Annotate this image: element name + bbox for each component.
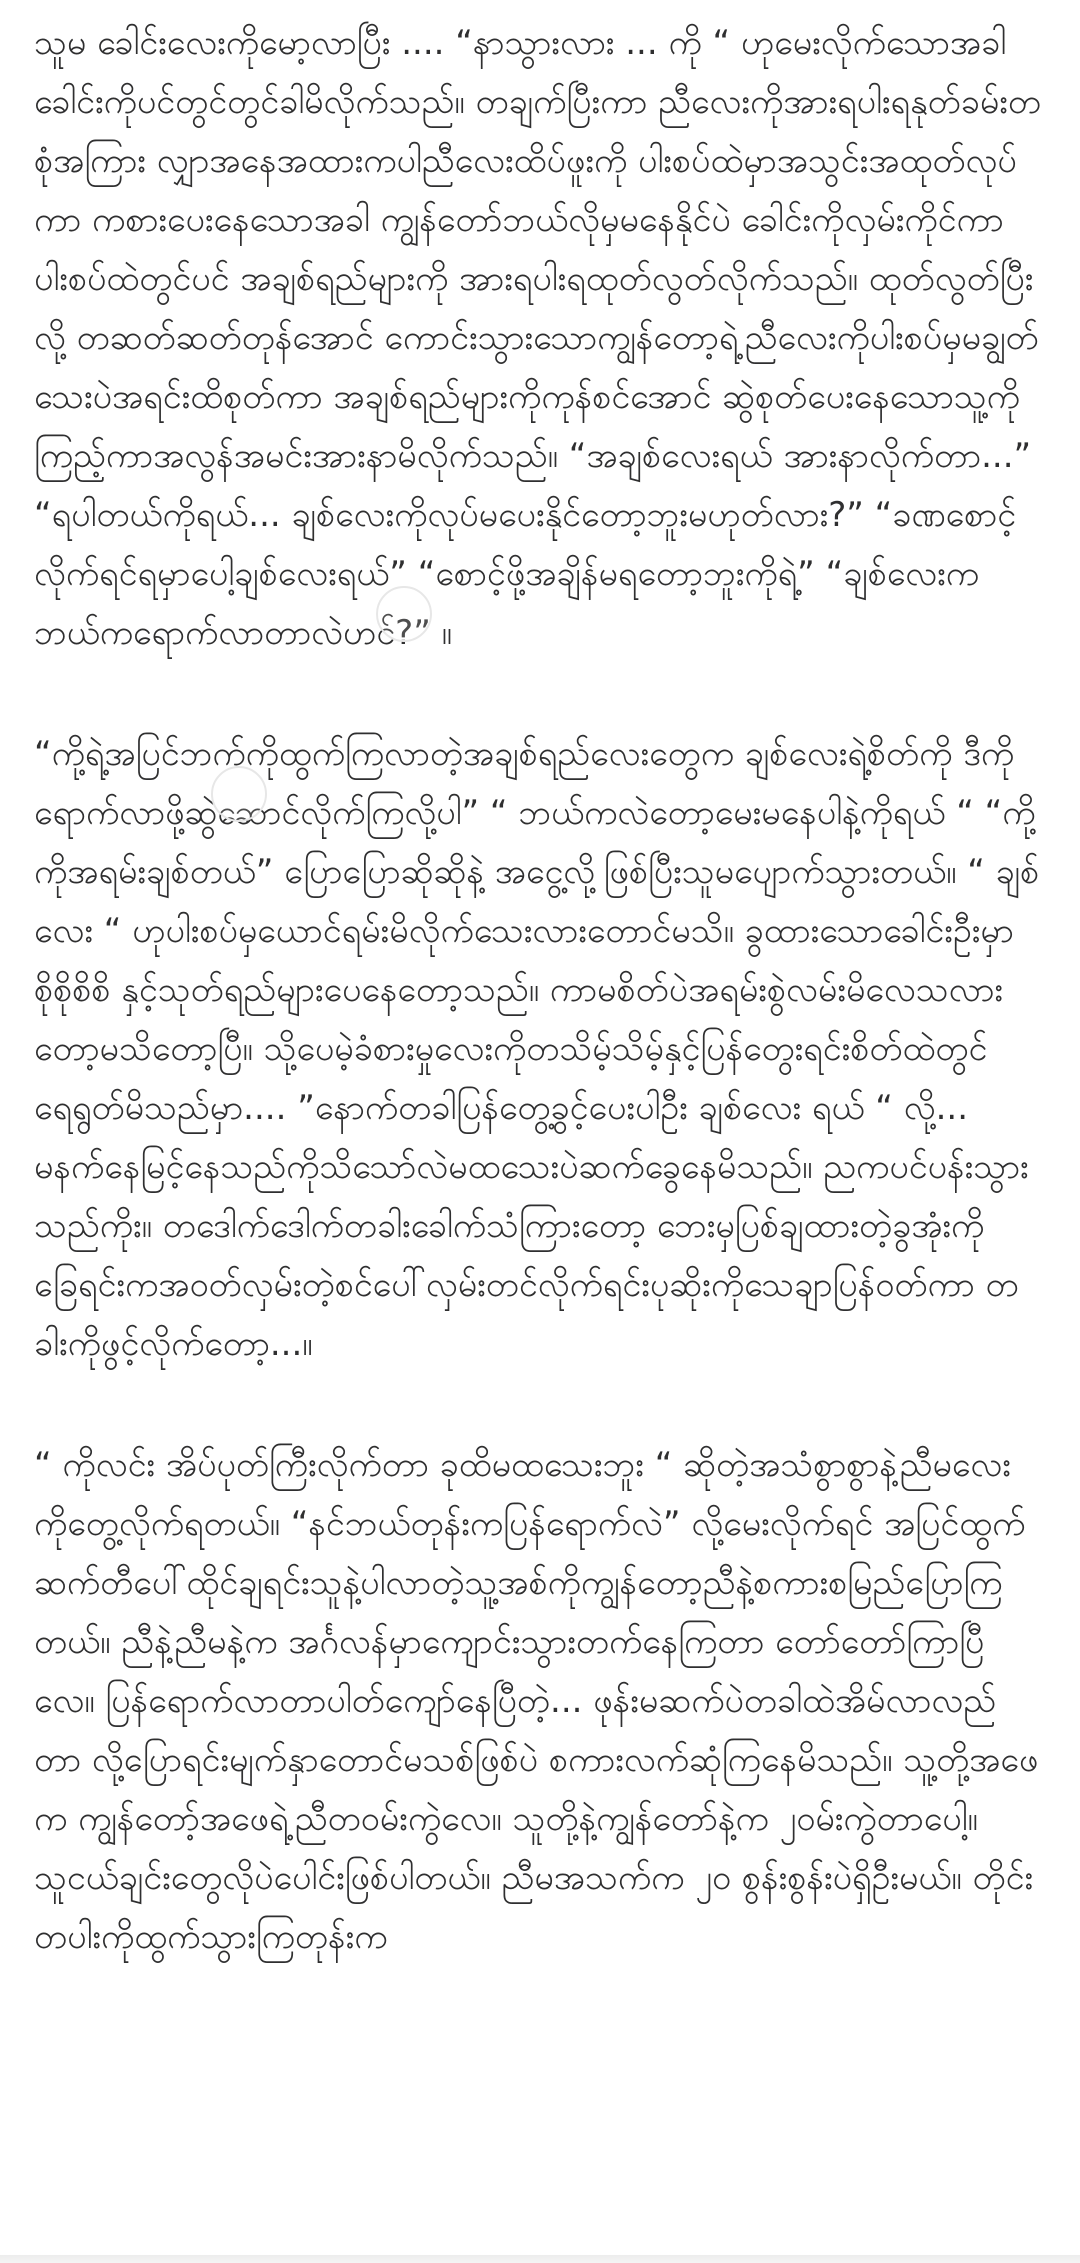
story-paragraph-1: သူမ ခေါင်းလေးကိုမော့လာပြီး .... “နာသွားလား ... ကို “ ဟုမေးလိုက်သောအခါ ခေါင်းကိုပင်တွင်တွင်ခါမိလိုက်သည်။ တချက်ပြီးကာ ညီလေးကိုအားရပါးရနုတ်ခမ်းတစုံအကြား လျှာအနေအထားကပါညီလေးထိပ်ဖူးကို ပါးစပ်ထဲမှာအသွင်းအထုတ်လုပ်ကာ ကစားပေးနေသောအခါ ကျွန်တော်ဘယ်လိုမှမနေနိုင်ပဲ ခေါင်းကိုလှမ်းကိုင်ကာ ပါးစပ်ထဲတွင်ပင် အချစ်ရည်များကို အားရပါးရထုတ်လွတ်လိုက်သည်။ ထုတ်လွတ်ပြီးလို့ တဆတ်ဆတ်တုန်အောင် ကောင်းသွားသောကျွန်တော့ရဲ့ညီလေးကိုပါးစပ်မှမချွတ်သေးပဲအရင်းထိစုတ်ကာ အချစ်ရည်များကိုကုန်စင်အောင် ဆွဲစုတ်ပေးနေသောသူ့ကိုကြည့်ကာအလွန်အမင်းအားနာမိလိုက်သည်။ “အချစ်လေးရယ် အားနာလိုက်တာ...” “ရပါတယ်ကိုရယ်... ချစ်လေးကိုလုပ်မပေးနိုင်တော့ဘူးမဟုတ်လား?” “ခဏစောင့်လိုက်ရင်ရမှာပေါ့ချစ်လေးရယ်” “စောင့်ဖို့အချိန်မရတော့ဘူးကိုရဲ့” “ချစ်လေးကဘယ်ကရောက်လာတာလဲဟင်?” ။ — [34, 23, 1041, 653]
horizontal-scrollbar[interactable] — [0, 2255, 1080, 2263]
story-paragraph-3: “ ကိုလင်း အိပ်ပုတ်ကြီးလိုက်တာ ခုထိမထသေးဘူး “ ဆိုတဲ့အသံစွာစွာနဲ့ညီမလေးကိုတွေ့လိုက်ရတယ်။ “နင်ဘယ်တုန်းကပြန်ရောက်လဲ” လို့မေးလိုက်ရင် အပြင်ထွက် ဆက်တီပေါ်ထိုင်ချရင်းသူနဲ့ပါလာတဲ့သူ့အစ်ကိုကျွန်တော့ညီနဲ့စကားစမြည်ပြောကြတယ်။ ညီနဲ့ညီမနဲ့က အင်္ဂလန်မှာကျောင်းသွားတက်နေကြတာ တော်တော်ကြာပြီလေ။ ပြန်ရောက်လာတာပါတ်ကျော်နေပြီတဲ့... ဖုန်းမဆက်ပဲတခါထဲအိမ်လာလည်တာ လို့ပြောရင်းမျက်နှာတောင်မသစ်ဖြစ်ပဲ စကားလက်ဆုံကြနေမိသည်။ သူ့တို့အဖေက ကျွန်တော့်အဖေရဲ့ညီတဝမ်းကွဲလေ။ သူတို့နဲ့ကျွန်တော်နဲ့က ၂ဝမ်းကွဲတာပေါ့။ သူငယ်ချင်းတွေလိုပဲပေါင်းဖြစ်ပါတယ်။ ညီမအသက်က ၂၀ စွန်းစွန်းပဲရှိဦးမယ်။ တိုင်းတပါးကိုထွက်သွားကြတုန်းက — [34, 1445, 1039, 1957]
story-paragraph-2: “ကို့ရဲ့အပြင်ဘက်ကိုထွက်ကြလာတဲ့အချစ်ရည်လေးတွေက ချစ်လေးရဲ့စိတ်ကို ဒီကိုရောက်လာဖို့ဆွဲဆောင်လိုက်ကြလို့ပါ” “ ဘယ်ကလဲတော့မေးမနေပါနဲ့ကိုရယ် “ “ကို့ကိုအရမ်းချစ်တယ်” ပြောပြောဆိုဆိုနဲ့ အငွေ့လို့ဖြစ်ပြီးသူမပျောက်သွားတယ်။ “ ချစ်လေး “ ဟုပါးစပ်မှယောင်ရမ်းမိလိုက်သေးလားတောင်မသိ။ ခွထားသောခေါင်းဦးမှာ စိုစိုစိစိ နှင့်သုတ်ရည်များပေနေတော့သည်။ ကာမစိတ်ပဲအရမ်းစွဲလမ်းမိလေသလားတော့မသိတော့ပြီ။ သို့ပေမဲ့ခံစားမှုလေးကိုတသိမ့်သိမ့်နှင့်ပြန်တွေးရင်းစိတ်ထဲတွင်ရေရွတ်မိသည်မှာ.... ”နောက်တခါပြန်တွေ့ခွင့်ပေးပါဦး ချစ်လေး ရယ် “ လို့... မနက်နေမြင့်နေသည်ကိုသိသော်လဲမထသေးပဲဆက်ခွေနေမိသည်။ ညကပင်ပန်းသွားသည်ကိုး။ တဒေါက်ဒေါက်တခါးခေါက်သံကြားတော့ ဘေးမှပြစ်ချထားတဲ့ခွအုံးကို ခြေရင်းကအဝတ်လှမ်းတဲ့စင်ပေါ်လှမ်းတင်လိုက်ရင်းပုဆိုးကိုသေချာပြန်ဝတ်ကာ တခါးကိုဖွင့်လိုက်တော့...။ — [34, 734, 1040, 1364]
